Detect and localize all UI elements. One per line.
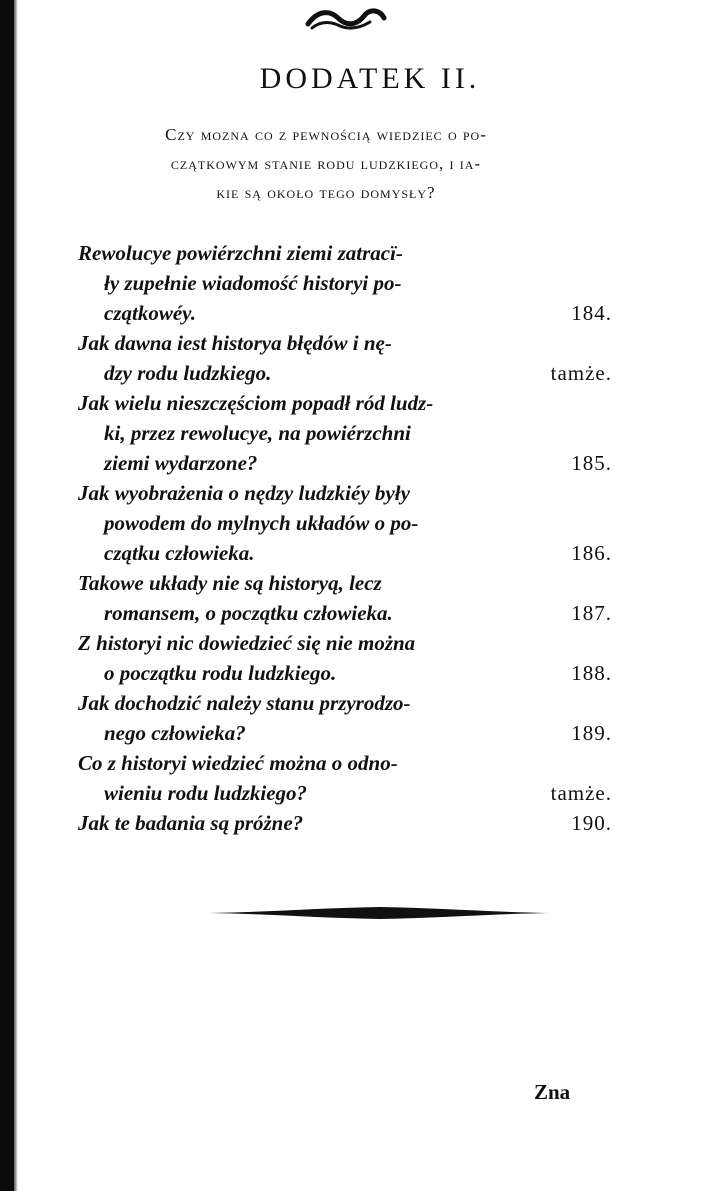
toc-entry [72, 748, 612, 808]
page-number: 186. [571, 541, 612, 565]
table-of-contents [72, 238, 612, 838]
ornament-icon [300, 2, 390, 36]
toc-line: Takowe układy nie są historyą, lecz [78, 571, 382, 595]
toc-entry [72, 388, 612, 478]
page-number: 187. [571, 601, 612, 625]
toc-line: Jak wyobrażenia o nędzy ludzkiéy były [78, 481, 410, 505]
toc-line: Co z historyi wiedzieć można o odno- [78, 751, 398, 775]
toc-line: ki, przez rewolucye, na powiérzchni [104, 421, 411, 445]
toc-line: Jak wielu nieszczęściom popadł ród ludz- [78, 391, 434, 415]
toc-line: Z historyi nic dowiedzieć się nie można [78, 631, 416, 655]
toc-line: o początku rodu ludzkiego. [104, 661, 337, 685]
toc-line: powodem do mylnych układów o po- [104, 511, 419, 535]
toc-line: ły zupełnie wiadomość historyi po- [104, 271, 402, 295]
page-number: 188. [571, 661, 612, 685]
page-title: DODATEK II. [259, 62, 481, 95]
toc-line: czątkowéy. [104, 301, 196, 325]
toc-entry [72, 568, 612, 628]
toc-line: Rewolucye powiérzchni ziemi zatracï- [78, 241, 403, 265]
toc-entry [72, 688, 612, 748]
toc-entry [72, 628, 612, 688]
page-number: 185. [571, 451, 612, 475]
spine-edge [14, 0, 18, 1191]
decorative-rule [210, 900, 550, 926]
subtitle-line: kie są około tego domysły? [216, 183, 436, 202]
toc-line: Jak dawna iest historya błędów i nę- [78, 331, 392, 355]
toc-entry [72, 238, 612, 328]
toc-line: nego człowieka? [104, 721, 246, 745]
page-number: tamże. [550, 361, 612, 385]
toc-entry [72, 328, 612, 388]
toc-line: Jak dochodzić należy stanu przyrodzo- [78, 691, 411, 715]
subtitle-line: Czy mozna co z pewnością wiedziec o po- [165, 125, 487, 144]
toc-line: romansem, o początku człowieka. [104, 601, 393, 625]
subtitle [66, 120, 586, 207]
catchword: Zna [534, 1080, 571, 1104]
toc-line: Jak te badania są próżne? [78, 811, 304, 835]
page-number: 184. [571, 301, 612, 325]
toc-line: wieniu rodu ludzkiego? [104, 781, 308, 805]
toc-entry [72, 808, 612, 838]
page-number: tamże. [550, 781, 612, 805]
toc-line: czątku człowieka. [104, 541, 255, 565]
toc-line: ziemi wydarzone? [104, 451, 258, 475]
page-number: 189. [571, 721, 612, 745]
page-number: 190. [571, 811, 612, 835]
subtitle-line: czątkowym stanie rodu ludzkiego, i ia- [170, 154, 482, 173]
toc-line: dzy rodu ludzkiego. [104, 361, 272, 385]
book-spine-shadow [0, 0, 14, 1191]
toc-entry [72, 478, 612, 568]
